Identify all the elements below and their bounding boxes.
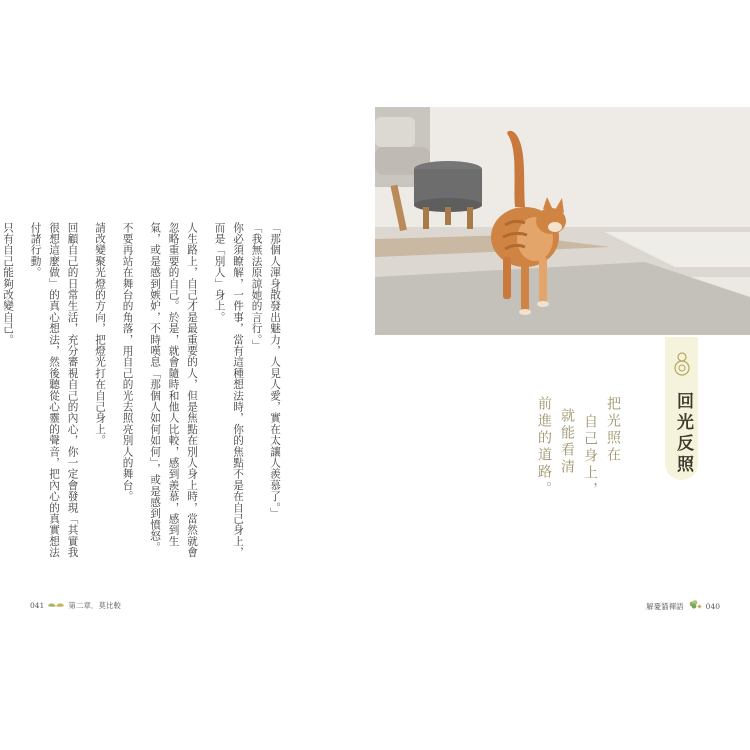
- caption-line: 自己身上，: [582, 414, 598, 499]
- caption: [532, 396, 624, 516]
- leaf-icon: [48, 602, 64, 610]
- left-footer: [30, 600, 121, 611]
- cat-photo-illustration: [375, 107, 750, 335]
- clover-icon: [688, 600, 702, 612]
- paragraph: 回顧自己的日常生活，充分審視自己的內心，你一定會發現「其實我很想這麼做」的真心想法，然後聽從心靈的聲音，把內心的真實想法付諸行動。: [29, 222, 79, 558]
- paragraph: 人生路上，自己才是最重要的人，但是焦點在別人身上時，當然就會忽略重要的自己。於是，就會隨時和他人比較，感到羨慕，感到生氣，或是感到嫉妒，不時嘆息「那個人如何如何」，或是感到憤怒。: [149, 222, 198, 558]
- book-title: 解憂貓禪語: [646, 601, 684, 611]
- chapter-label: 第二章．莫比較: [68, 601, 121, 610]
- page-title: 回光反照: [673, 392, 693, 476]
- caption-line: 把光照在: [605, 396, 621, 464]
- paragraph: 你必須瞭解，一件事，當有這種想法時，你的焦點不是在自己身上，而是「別人」身上。: [213, 222, 244, 558]
- seal-logo-icon: [673, 351, 691, 377]
- body-text: [0, 222, 284, 562]
- paragraph: 請改變聚光燈的方向，把燈光打在自己身上。: [94, 222, 106, 446]
- paragraph: 「那個人渾身散發出魅力，人見人愛，實在太讓人羨慕了。」: [269, 222, 281, 520]
- page-number: 040: [705, 601, 720, 611]
- paragraph: 不要再站在舞台的角落，用自己的光去照亮別人的舞台。: [121, 222, 134, 502]
- caption-line: 前進的道路。: [536, 396, 552, 498]
- paragraph: 只有自己能夠改變自己。: [2, 222, 14, 346]
- page-number: 041: [30, 601, 45, 610]
- right-footer: [646, 600, 720, 612]
- cat-photo: [375, 107, 750, 335]
- caption-line: 就能看清: [559, 408, 575, 476]
- title-tab: [665, 337, 698, 480]
- paragraph: 「我無法原諒她的言行。」: [250, 222, 263, 352]
